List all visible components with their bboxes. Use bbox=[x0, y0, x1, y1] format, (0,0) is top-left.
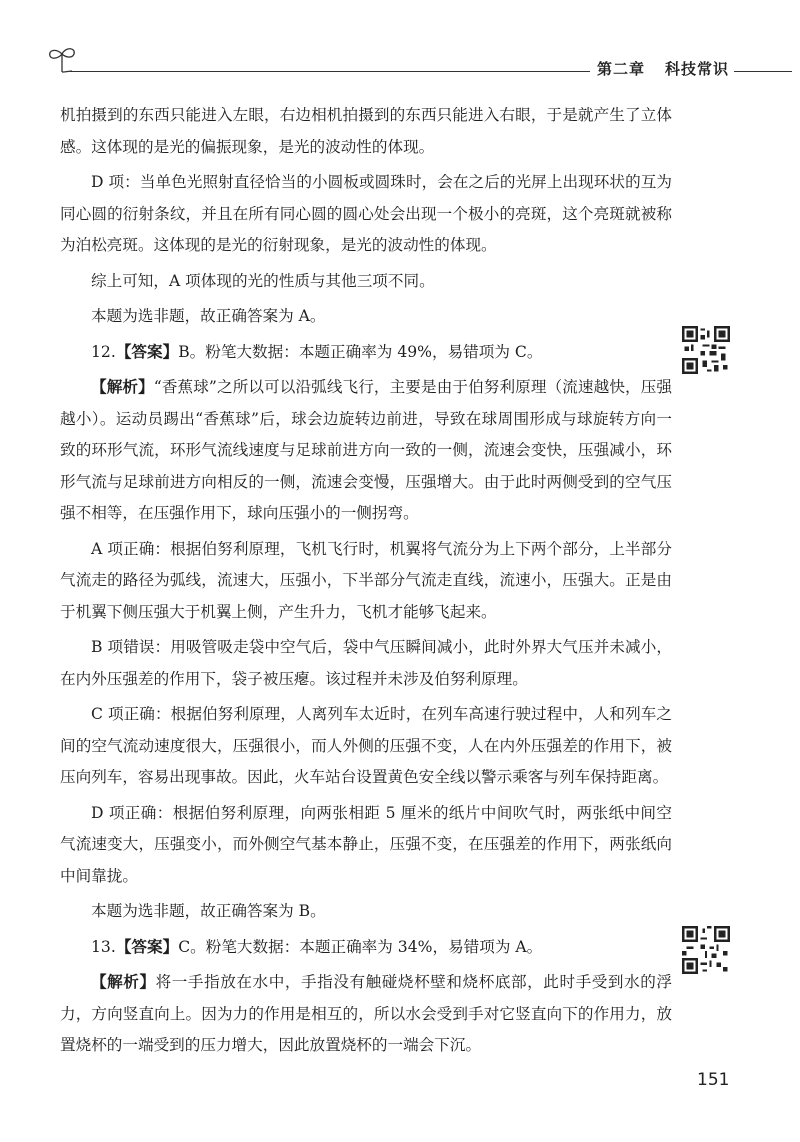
question-12-number: 12. bbox=[91, 342, 116, 361]
question-12-analysis bbox=[60, 372, 672, 530]
question-13-answer bbox=[60, 932, 672, 964]
chapter-label: 第二章 bbox=[597, 60, 646, 78]
question-12-answer bbox=[60, 337, 672, 369]
paragraph-answer-a: 本题为选非题，故正确答案为 A。 bbox=[91, 307, 326, 325]
question-12-option-b: B 项错误：用吸管吸走袋中空气后，袋中气压瞬间减小，此时外界大气压并未减小，在内外压强差的作用下，袋子被压瘪。该过程并未涉及伯努利原理。 bbox=[60, 638, 672, 688]
topic-label: 科技常识 bbox=[665, 60, 730, 78]
qr-code-question-12[interactable] bbox=[682, 326, 730, 374]
question-12-analysis-text: “香蕉球”之所以可以沿弧线飞行，主要是由于伯努利原理（流速越快，压强越小）。运动员踢出“香蕉球”后，球会边旋转边前进，导致在球周围形成与球旋转方向一致的环形气流，环形气流线速度与足球前进方向一致的一侧，流速会变快，压强减小，环形气流与足球前进方向相反的一侧，流速会变慢，压强增大。由于此时两侧受到的空气压强不相等，在压强作用下，球向压强小的一侧拐弯。 bbox=[60, 378, 672, 522]
header-rule-left bbox=[70, 71, 590, 72]
paragraph-option-d: D 项：当单色光照射直径恰当的小圆板或圆珠时，会在之后的光屏上出现环状的互为同心圆的衍射条纹，并且在所有同心圆的圆心处会出现一个极小的亮斑，这个亮斑就被称为泊松亮斑。这体现的是光的衍射现象，是光的波动性的体现。 bbox=[60, 173, 672, 254]
analysis-tag: 【解析】 bbox=[91, 973, 156, 991]
question-12-conclusion: 本题为选非题，故正确答案为 B。 bbox=[91, 902, 326, 920]
page-body bbox=[60, 100, 672, 1062]
question-12-answer-text: B。粉笔大数据：本题正确率为 49%，易错项为 C。 bbox=[178, 342, 543, 361]
paragraph-c-continuation: 机拍摄到的东西只能进入左眼，右边相机拍摄到的东西只能进入右眼，于是就产生了立体感。这体现的是光的偏振现象，是光的波动性的体现。 bbox=[60, 106, 672, 156]
question-13-analysis bbox=[60, 967, 672, 1062]
answer-tag: 【答案】 bbox=[115, 342, 179, 361]
qr-code-question-13[interactable] bbox=[682, 926, 730, 974]
page-number: 151 bbox=[697, 1070, 730, 1090]
paragraph-summary: 综上可知，A 项体现的光的性质与其他三项不同。 bbox=[91, 271, 435, 290]
question-13-number: 13. bbox=[91, 937, 116, 956]
question-13-answer-text: C。粉笔大数据：本题正确率为 34%，易错项为 A。 bbox=[178, 937, 543, 956]
question-12-option-c: C 项正确：根据伯努利原理，人离列车太近时，在列车高速行驶过程中，人和列车之间的空气流动速度很大，压强很小，而人外侧的压强不变，人在内外压强差的作用下，被压向列车，容易出现事故。因此，火车站台设置黄色安全线以警示乘客与列车保持距离。 bbox=[60, 705, 672, 786]
header-rule-right bbox=[734, 71, 792, 72]
question-12-option-d: D 项正确：根据伯努利原理，向两张相距 5 厘米的纸片中间吹气时，两张纸中间空气流速变大，压强变小，而外侧空气基本静止，压强不变，在压强差的作用下，两张纸向中间靠拢。 bbox=[60, 803, 672, 885]
question-13-analysis-text: 将一手指放在水中，手指没有触碰烧杯壁和烧杯底部，此时手受到水的浮力，方向竖直向上。因为力的作用是相互的，所以水会受到手对它竖直向下的作用力，放置烧杯的一端受到的压力增大，因此放置烧杯的一端会下沉。 bbox=[60, 973, 672, 1054]
page-header bbox=[0, 0, 800, 80]
answer-tag: 【答案】 bbox=[115, 937, 179, 956]
leaf-sprout-icon bbox=[44, 44, 80, 74]
question-12-option-a: A 项正确：根据伯努利原理，飞机飞行时，机翼将气流分为上下两个部分，上半部分气流走的路径为弧线，流速大，压强小，下半部分气流走直线，流速小，压强大。正是由于机翼下侧压强大于机翼上侧，产生升力，飞机才能够飞起来。 bbox=[60, 539, 672, 621]
analysis-tag: 【解析】 bbox=[91, 378, 154, 396]
